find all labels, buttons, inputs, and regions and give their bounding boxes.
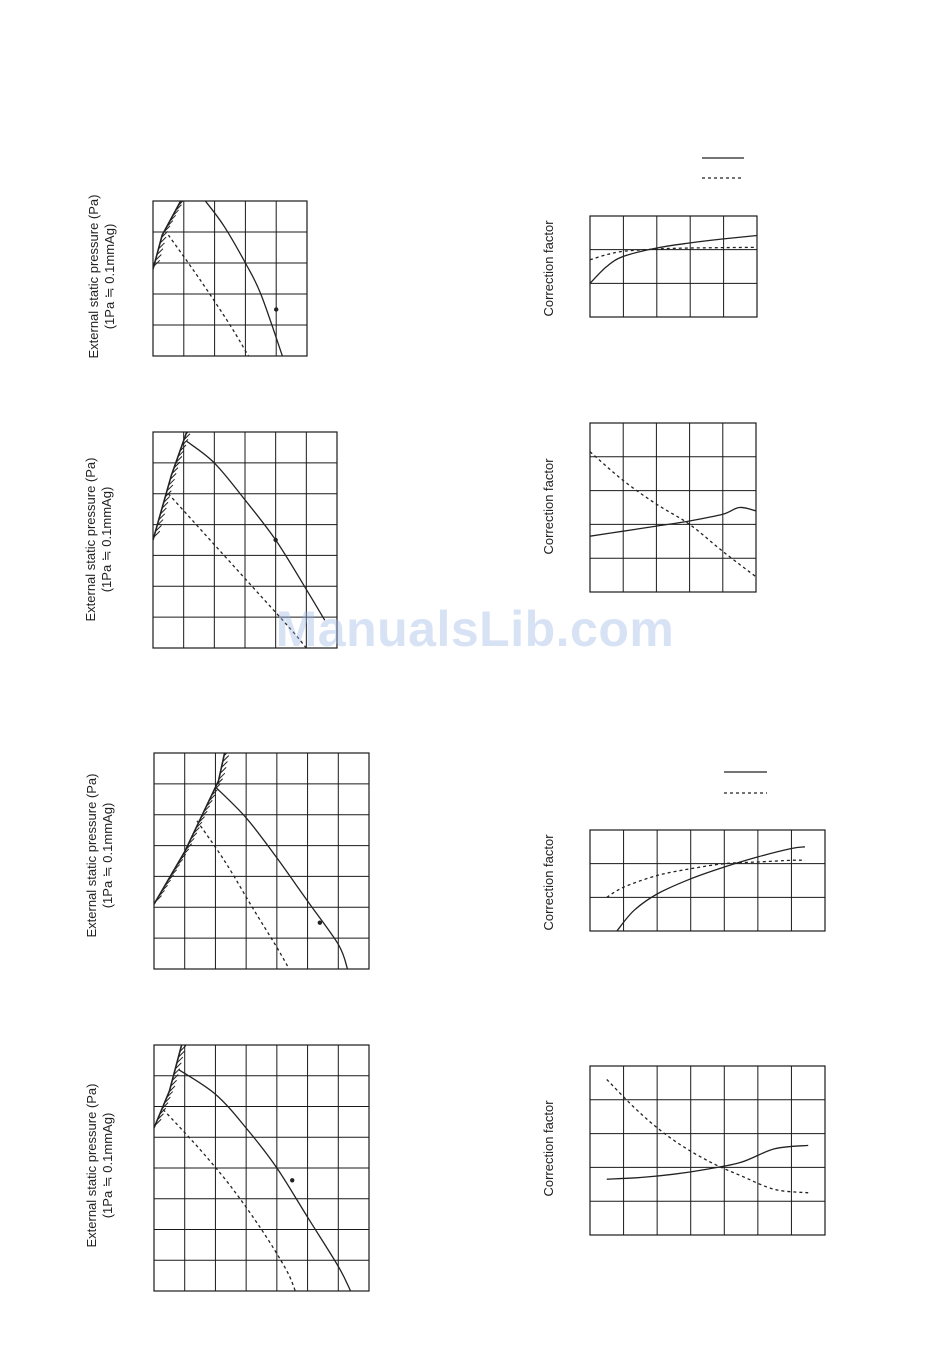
- plot-content: [607, 1080, 808, 1193]
- plot-frame: [590, 423, 756, 592]
- chart-plot: [154, 1045, 369, 1291]
- plot-content: [590, 236, 757, 284]
- y-axis-label: [541, 211, 557, 326]
- surge-limit-line: [154, 753, 225, 904]
- series-dashed-line: [168, 494, 306, 648]
- y-axis-label: [541, 1091, 557, 1206]
- series-dashed-line: [607, 860, 805, 897]
- y-axis-title: Correction factor: [541, 1100, 556, 1197]
- y-axis-title: Correction factor: [541, 220, 556, 317]
- y-axis-title: External static pressure (Pa): [86, 194, 101, 359]
- series-solid-line: [590, 236, 757, 284]
- operating-point-marker: [273, 538, 277, 542]
- plot-frame: [154, 753, 369, 969]
- legend-key-bottom: [722, 764, 772, 800]
- plot-frame: [590, 1066, 825, 1235]
- plot-content: [153, 428, 325, 648]
- y-axis-title: External static pressure (Pa): [83, 457, 98, 622]
- y-axis-label: [84, 768, 116, 943]
- plot-content: [154, 750, 348, 969]
- chart-plot: [590, 423, 756, 592]
- series-solid-line: [179, 1070, 351, 1291]
- chart-plot: [153, 201, 307, 356]
- y-axis-label: [83, 452, 115, 627]
- plot-content: [154, 1040, 351, 1291]
- static-pressure-chart-1: [153, 201, 307, 356]
- series-dashed-line: [197, 821, 289, 969]
- series-solid-line: [617, 847, 805, 931]
- plot-content: [607, 847, 805, 931]
- y-axis-label: [84, 1078, 116, 1253]
- chart-plot: [590, 216, 757, 317]
- plot-frame: [590, 830, 825, 931]
- legend-key-top: [700, 150, 750, 186]
- y-axis-unit: (1Pa ≒ 0.1mmAg): [100, 802, 115, 909]
- operating-point-marker: [318, 921, 322, 925]
- series-solid-line: [607, 1145, 808, 1179]
- y-axis-title: Correction factor: [541, 834, 556, 931]
- static-pressure-chart-2: [153, 432, 337, 648]
- plot-frame: [153, 201, 307, 356]
- series-dashed-line: [168, 235, 248, 356]
- surge-limit-line: [153, 432, 187, 540]
- y-axis-unit: (1Pa ≒ 0.1mmAg): [100, 1112, 115, 1219]
- correction-factor-chart-2: [590, 423, 756, 592]
- correction-factor-chart-4: [590, 1066, 825, 1235]
- plot-frame: [590, 216, 757, 317]
- static-pressure-chart-4: [154, 1045, 369, 1291]
- surge-limit-line: [154, 1045, 182, 1128]
- correction-factor-chart-3: [590, 830, 825, 931]
- series-solid-line: [187, 441, 325, 620]
- watermark: ManualsLib.com: [275, 601, 675, 657]
- series-solid-line: [590, 507, 756, 536]
- chart-plot: [154, 753, 369, 969]
- chart-plot: [590, 830, 825, 931]
- static-pressure-chart-3: [154, 753, 369, 969]
- series-dashed-line: [607, 1080, 808, 1193]
- y-axis-label: [86, 189, 118, 364]
- plot-content: [153, 199, 282, 356]
- chart-plot: [153, 432, 337, 648]
- y-axis-unit: (1Pa ≒ 0.1mmAg): [99, 486, 114, 593]
- y-axis-title: External static pressure (Pa): [84, 1083, 99, 1248]
- hatch-tick: [186, 428, 192, 434]
- y-axis-label: [541, 449, 557, 564]
- series-solid-line: [205, 201, 282, 356]
- y-axis-label: [541, 825, 557, 940]
- y-axis-title: Correction factor: [541, 458, 556, 555]
- chart-plot: [590, 1066, 825, 1235]
- correction-factor-chart-1: [590, 216, 757, 317]
- y-axis-unit: (1Pa ≒ 0.1mmAg): [102, 223, 117, 330]
- operating-point-marker: [274, 307, 278, 311]
- y-axis-title: External static pressure (Pa): [84, 773, 99, 938]
- operating-point-marker: [290, 1178, 294, 1182]
